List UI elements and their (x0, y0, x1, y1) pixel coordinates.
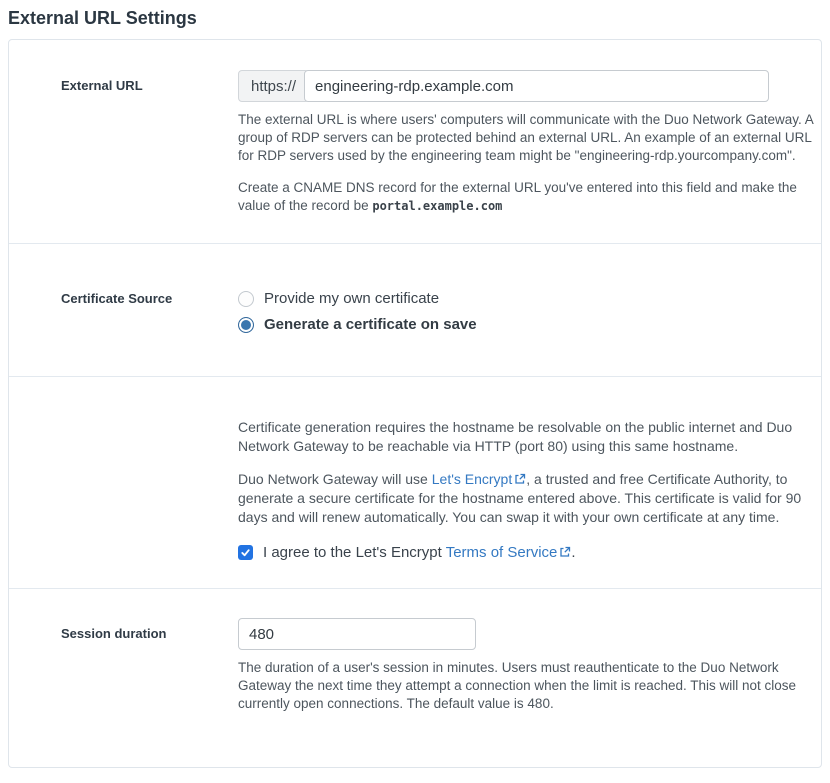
para-2-after-link: , a trusted and free Certificate Authority, to generate a secure certificate for the hostname entered above. This certificate is valid for 90 days and will renew automatically. You can swap it with your own certificate at any time. (238, 471, 802, 525)
external-url-input-group (238, 70, 816, 102)
certificate-source-label: Certificate Source (61, 291, 173, 306)
lets-encrypt-link[interactable] (432, 471, 527, 487)
session-duration-input[interactable] (238, 618, 476, 650)
certificate-generation-label-col (9, 418, 238, 561)
settings-panel (8, 39, 822, 768)
section-external-url (9, 40, 821, 243)
section-certificate-source (9, 243, 821, 376)
external-url-content (238, 70, 816, 215)
external-url-label: External URL (61, 78, 143, 93)
terms-of-service-link[interactable] (446, 544, 572, 561)
lets-encrypt-link-text: Let's Encrypt (431, 471, 513, 487)
radio-selected-icon[interactable] (238, 317, 254, 333)
session-duration-help-text: The duration of a user's session in minutes. Users must reauthenticate to the Duo Network Gateway the next time they attempt a connection when the limit is reached. This will not close currently open connections. The default value is 480. (238, 660, 797, 711)
radio-row-provide-own-certificate[interactable] (238, 286, 816, 312)
certificate-generation-para-1: Certificate generation requires the hostname be resolvable on the public internet and Duo Network Gateway to be reachable via HTTP (port 80) using this same hostname. (238, 419, 793, 454)
agree-checkbox-row (238, 544, 816, 561)
cname-help-prefix: Create a CNAME DNS record for the external URL you've entered into this field and make the value of the record be (238, 180, 797, 213)
session-duration-label: Session duration (61, 626, 167, 641)
external-url-help-text: The external URL is where users' computers will communicate with the Duo Network Gateway. A group of RDP servers can be protected behind an external URL. An example of an external URL for RDP servers used by the engineering team might be "engineering-rdp.yourcompany.com". (238, 112, 814, 163)
protocol-prefix-addon: https:// (238, 70, 309, 102)
section-certificate-generation (9, 376, 821, 588)
session-duration-label-col (9, 618, 238, 713)
page-title: External URL Settings (8, 8, 197, 28)
cname-help-text (238, 179, 816, 215)
generate-certificate-label: Generate a certificate on save (264, 316, 477, 333)
terms-of-service-link-text: Terms of Service (445, 544, 558, 561)
external-url-label-col (9, 70, 238, 215)
external-url-input[interactable] (304, 70, 769, 102)
certificate-source-label-col (9, 286, 238, 338)
checkmark-icon (240, 547, 251, 558)
agree-checkbox[interactable] (238, 545, 253, 560)
agree-before-link: I agree to the Let's Encrypt (263, 544, 446, 561)
external-link-icon (514, 473, 526, 485)
session-duration-content (238, 618, 816, 713)
cname-record-value: portal.example.com (372, 199, 503, 213)
radio-row-generate-certificate[interactable] (238, 312, 816, 338)
radio-unselected-icon[interactable] (238, 291, 254, 307)
agree-after-link: . (571, 544, 576, 561)
certificate-generation-para-2 (238, 470, 816, 527)
section-session-duration (9, 588, 821, 767)
para-2-before-link: Duo Network Gateway will use (238, 471, 432, 487)
certificate-source-content (238, 286, 816, 338)
agree-label (263, 544, 576, 561)
external-link-icon (559, 546, 571, 558)
certificate-generation-content (238, 418, 816, 561)
provide-own-certificate-label: Provide my own certificate (264, 290, 440, 307)
